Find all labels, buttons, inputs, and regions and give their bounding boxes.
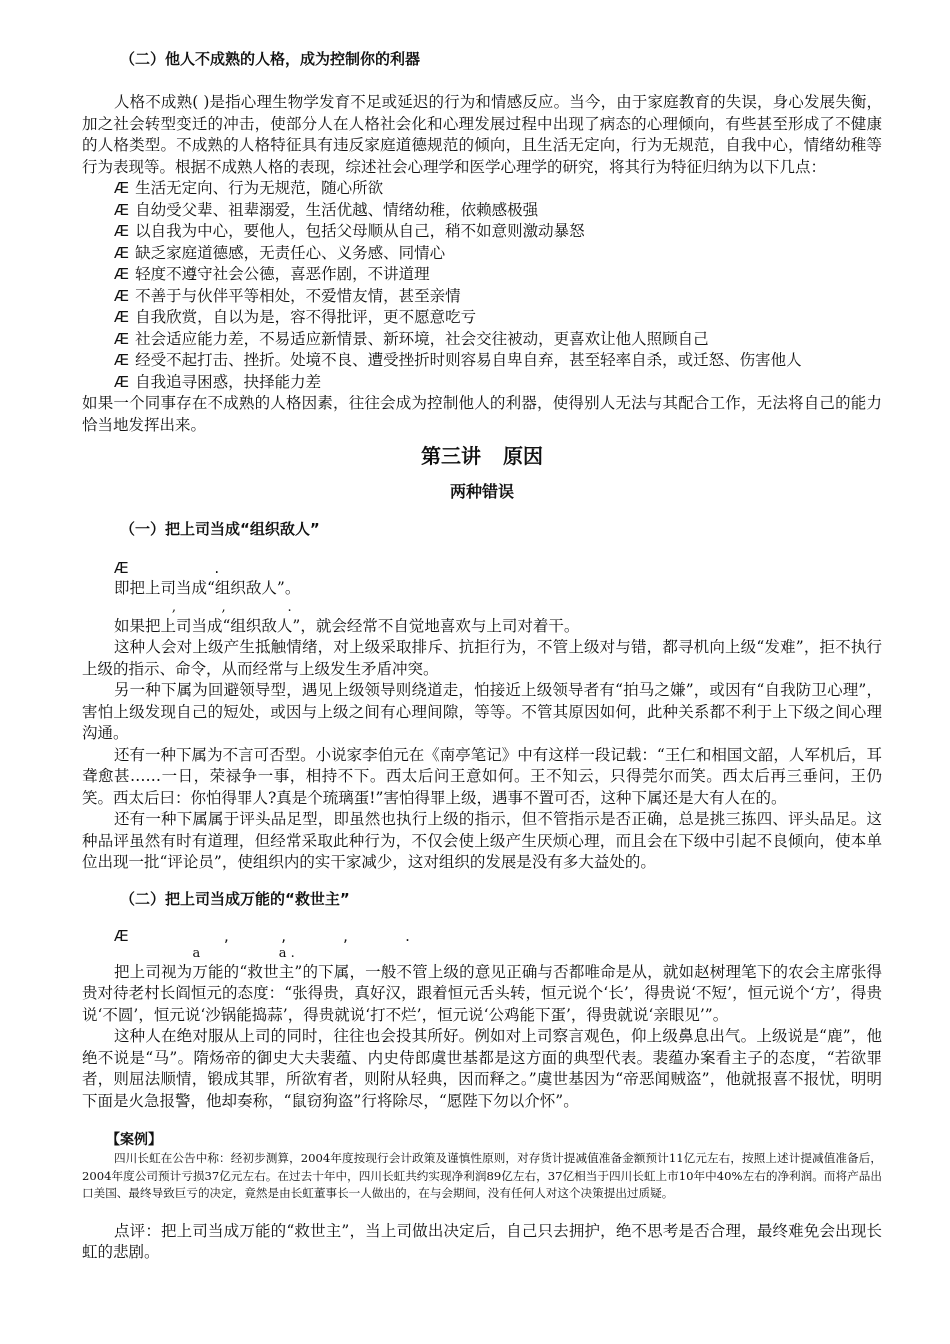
bullet-marker: Æ <box>114 308 130 326</box>
trait-list <box>82 178 882 393</box>
paragraph: 如果把上司当成“组织敌人”，就会经常不自觉地喜欢与上司对着干。 <box>114 616 580 635</box>
conclusion-paragraph: 如果一个同事存在不成熟的人格因素，往往会成为控制他人的利器，使得别人无法与其配合工作，无法将自己的能力恰当地发挥出来。 <box>82 394 882 434</box>
list-item: Æ 轻度不遵守社会公德，喜恶作剧，不讲道理 <box>114 265 430 283</box>
list-item: Æ 经受不起打击、挫折。处境不良、遭受挫折时则容易自卑自弃，甚至轻率自杀，或迁怒、伤害他人 <box>114 351 802 369</box>
bullet-marker: Æ <box>114 329 130 348</box>
paragraph: 还有一种下属属于评头品足型，即虽然也执行上级的指示，但不管指示是否正确，总是挑三拣四、评头品足。这种品评虽然有时有道理，但经常采取此种行为，不仅会使上级产生厌烦心理，而且会在下级中引起不良倾向，使本单位出现一批“评论员”，使组织内的实干家减少，这对组织的发展是没有多大益处的。 <box>82 810 882 871</box>
bullet-marker: Æ <box>114 351 130 369</box>
bullet-marker: Æ <box>114 372 130 391</box>
intro-paragraph: 人格不成熟( )是指心理生物学发育不足或延迟的行为和情感反应。当今，由于家庭教育的失误，身心发展失衡，加之社会转型变迁的冲击，使部分人在人格社会化和心理发展过程中出现了病态的心理倾向，有些甚至形成了不健康的人格类型。不成熟的人格特征具有违反家庭道德规范的倾向，且生活无定向，行为无规范，自我中心，情绪幼稚等行为表现等。根据不成熟人格的表现，综述社会心理学和医学心理学的研究，将其行为特征归纳为以下几点： <box>82 93 882 176</box>
case-text: 四川长虹在公告中称：经初步测算，2004年度按现行会计政策及谨慎性原则，对存货计提减值准备金额预计11亿元左右，按照上述计提减值准备后，2004年度公司预计亏损37亿元左右。在过去十年中，四川长虹共约实现净利润89亿左右，37亿相当于四川长虹上市10年中40%左右的净利润。而将产品出口美国、最终导致巨亏的决定，竟然是由长虹董事长一人做出的，在与会期间，没有任何人对这个决策提出过质疑。 <box>82 1151 882 1200</box>
paragraph: 把上司视为万能的“救世主”的下属，一般不管上级的意见正确与否都唯命是从，就如赵树理笔下的农会主席张得贵对待老村长阎恒元的态度：“张得贵，真好汉，跟着恒元舌头转，恒元说个‘长’，得贵说‘不短’，恒元说个‘方’，得贵说‘不圆’，恒元说‘沙锅能捣蒜’，得贵就说‘打不烂’，恒元说‘公鸡能下蛋’，得贵就说‘亲眼见’”。 <box>82 962 882 1024</box>
paragraph: 这种人会对上级产生抵触情绪，对上级采取排斥、抗拒行为，不管上级对与错，都寻机向上级“发难”，拒不执行上级的指示、命令，从而经常与上级发生矛盾冲突。 <box>82 638 882 678</box>
part2-heading: （二）把上司当成万能的“救世主” <box>120 889 350 908</box>
case-title: 【案例】 <box>106 1132 162 1148</box>
marker-line: Æ , , , . <box>114 926 410 945</box>
comment-paragraph: 点评：把上司当成万能的“救世主”，当上司做出决定后，自己只去拥护，绝不思考是否合理，最终难免会出现长虹的悲剧。 <box>82 1221 882 1261</box>
bullet-marker: Æ <box>114 286 130 305</box>
part1-heading: （一）把上司当成“组织敌人” <box>120 520 320 538</box>
lecture-subtitle: 两种错误 <box>449 482 514 501</box>
paragraph: 另一种下属为回避领导型，遇见上级领导则绕道走，怕接近上级领导者有“拍马之嫌”，或因有“自我防卫心理”，害怕上级发现自己的短处，或因与上级之间有心理间隙，等等。不管其原因如何，此种关系都不利于上下级之间心理沟通。 <box>82 681 882 742</box>
document-page <box>82 48 882 1264</box>
bullet-marker: Æ <box>114 243 130 262</box>
paragraph: 即把上司当成“组织敌人”。 <box>114 579 301 597</box>
list-item: Æ 自我欣赏，自以为是，容不得批评，更不愿意吃亏 <box>114 308 477 326</box>
list-item: Æ 自幼受父辈、祖辈溺爱，生活优越、情绪幼稚，依赖感极强 <box>114 200 539 219</box>
list-item: Æ 缺乏家庭道德感，无责任心、义务感、同情心 <box>114 243 446 262</box>
punctuation-line: a a . <box>114 945 295 961</box>
list-item: Æ 以自我为中心，要他人，包括父母顺从自己，稍不如意则激动暴怒 <box>114 222 585 240</box>
list-item: Æ 社会适应能力差，不易适应新情景、新环境，社会交往被动，更喜欢让他人照顾自己 <box>114 329 709 348</box>
marker-line: Æ . <box>114 559 220 577</box>
bullet-marker: Æ <box>114 222 130 240</box>
bullet-marker: Æ <box>114 265 130 283</box>
punctuation-line: , , . <box>114 599 292 615</box>
bullet-marker: Æ <box>114 179 130 197</box>
list-item: Æ 生活无定向、行为无规范，随心所欲 <box>114 179 384 197</box>
paragraph: 这种人在绝对服从上司的同时，往往也会投其所好。例如对上司察言观色，仰上级鼻息出气。上级说是“鹿”，他绝不说是“马”。隋炀帝的御史大夫裴蕴、内史侍郎虞世基都是这方面的典型代表。裴蕴办案看主子的态度，“若欲罪者，则屈法顺情，锻成其罪，所欲宥者，则附从轻典，因而释之。”虞世基因为“帝恶闻贼盗”，他就报喜不报忧，明明下面是火急报警，他却奏称，“鼠窃狗盗”行将除尽，“愿陛下勿以介怀”。 <box>82 1027 882 1110</box>
section-heading: （二）他人不成熟的人格，成为控制你的利器 <box>120 50 421 68</box>
paragraph: 还有一种下属为不言可否型。小说家李伯元在《南亭笔记》中有这样一段记载：“王仁和相国文韶，人军机后，耳聋愈甚……一日，荣禄争一事，相持不下。西太后问王意如何。王不知云，只得莞尔而笑。西太后再三垂问，王仍笑。西太后曰：你怕得罪人?真是个琉璃蛋!”害怕得罪上级，遇事不置可否，这种下属还是大有人在的。 <box>82 745 882 807</box>
list-item: Æ 自我追寻困惑，抉择能力差 <box>114 372 322 391</box>
lecture-title: 第三讲 原因 <box>421 444 543 468</box>
list-item: Æ 不善于与伙伴平等相处，不爱惜友情，甚至亲情 <box>114 286 461 305</box>
bullet-marker: Æ <box>114 200 130 219</box>
